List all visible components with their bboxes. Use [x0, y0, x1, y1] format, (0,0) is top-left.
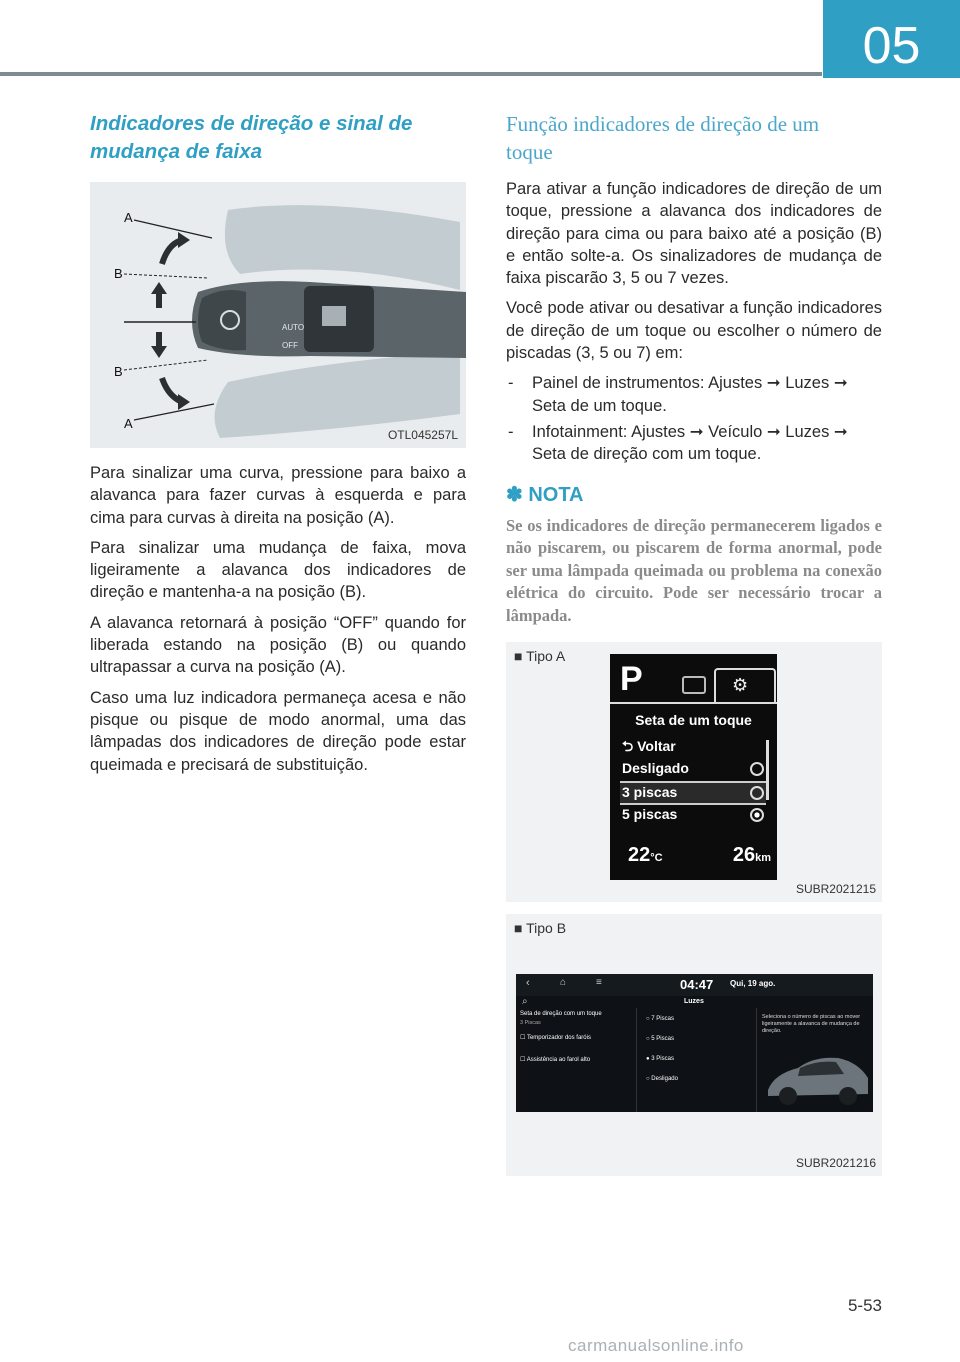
option-selected[interactable]: ● 3 Piscas: [646, 1056, 674, 1062]
menu-item-5[interactable]: 5 piscas: [622, 806, 764, 822]
menu-item-3[interactable]: 3 piscas: [620, 781, 766, 805]
radio-icon: [750, 786, 764, 800]
gear-icon: ⚙: [732, 675, 749, 695]
home-icon[interactable]: ⌂: [560, 977, 567, 988]
paragraph: Para sinalizar uma mudança de faixa, mova ligeiramente a alavanca dos indicadores de direção e mantenha-a na posição (B).: [90, 538, 466, 602]
section-heading-line2: toque: [506, 140, 553, 164]
chapter-number: 05: [862, 17, 921, 75]
label-b-bottom: B: [114, 364, 123, 379]
label-b-top: B: [114, 266, 123, 281]
scrollbar[interactable]: [766, 740, 769, 800]
label-a-top: A: [124, 210, 133, 225]
infotainment-screen: [516, 974, 873, 1112]
back-icon[interactable]: ‹: [526, 977, 530, 989]
radio-selected-icon: [750, 808, 764, 822]
left-column: [90, 110, 466, 784]
right-column: [506, 110, 882, 627]
chapter-tab: [823, 0, 960, 78]
option[interactable]: ○ Desligado: [646, 1076, 678, 1082]
option[interactable]: ○ 7 Piscas: [646, 1016, 674, 1022]
auto-label: AUTO: [282, 323, 305, 332]
type-a-figure: [506, 642, 882, 902]
header-rule: [0, 72, 822, 76]
type-a-label: ■ Tipo A: [514, 648, 566, 664]
search-icon[interactable]: ⌕: [522, 996, 528, 1007]
off-label: OFF: [282, 341, 298, 350]
menu-item-back[interactable]: ⮌ Voltar: [622, 738, 676, 754]
figure-caption: SUBR2021216: [795, 1156, 876, 1170]
watermark: carmanualsonline.info: [568, 1336, 744, 1355]
car-image: [764, 1044, 870, 1108]
paragraph: Para ativar a função indicadores de direção de um toque, pressione a alavanca dos indicadores de direção para cima ou para baixo até a posição (B) e então solte-a. Os sinalizadores de mudança de faixa piscarão 3, 5 ou 7 vezes.: [506, 180, 882, 288]
cluster-screen: [610, 654, 777, 880]
type-b-figure: [506, 914, 882, 1176]
type-b-label: ■ Tipo B: [514, 920, 567, 936]
label-a-bottom: A: [124, 416, 133, 431]
menu-icon[interactable]: ≡: [596, 977, 602, 988]
settings-tab: [714, 668, 776, 704]
section-heading-line2: mudança de faixa: [90, 140, 263, 163]
turn-signal-lever-figure: [90, 182, 466, 448]
help-text: Seleciona o número de piscas ao mover ligeiramente a alavanca de mudança de direção.: [762, 1014, 861, 1034]
paragraph: Para sinalizar uma curva, pressione para baixo a alavanca para fazer curvas à esquerda e para cima para curvas à direita na posição (A).: [90, 464, 466, 527]
screen-title: Seta de um toque: [635, 712, 752, 728]
clock: 04:47: [680, 977, 714, 992]
left-item[interactable]: ☐ Temporizador dos faróis: [520, 1035, 591, 1041]
car-icon: [682, 676, 706, 694]
settings-path-list: [506, 372, 882, 465]
menu-item-off[interactable]: Desligado: [622, 760, 764, 776]
left-sub: 3 Piscas: [520, 1020, 541, 1026]
radio-icon: [750, 762, 764, 776]
list-item: - Infotainment: Ajustes ➞ Veículo ➞ Luzes ➞ Seta de direção com um toque.: [508, 422, 848, 464]
note-body: Se os indicadores de direção permanecerem ligados e não piscarem, ou piscarem de forma anormal, pode ser uma lâmpada queimada ou problema na conexão elétrica do circuito. Pode ser necessário trocar a lâmpada.: [506, 515, 882, 625]
paragraph: A alavanca retornará à posição “OFF” quando for liberada estando na posição (B) ou quando ultrapassar a curva na posição (A).: [90, 613, 466, 677]
paragraph: Caso uma luz indicadora permaneça acesa e não pisque ou pisque de modo anormal, uma das lâmpadas dos indicadores de direção pode estar queimada e precisará de substituição.: [90, 688, 466, 774]
list-item: - Painel de instrumentos: Ajustes ➞ Luzes ➞ Seta de um toque.: [508, 374, 848, 415]
lever-illustration: [90, 182, 466, 448]
section-heading-line1: Indicadores de direção e sinal de: [90, 112, 413, 135]
temperature: 22°C: [628, 844, 663, 866]
page-number: 5-53: [847, 1296, 882, 1315]
figure-caption: SUBR2021215: [795, 882, 876, 896]
option[interactable]: ○ 5 Piscas: [646, 1036, 674, 1042]
section-heading-line1: Função indicadores de direção de um: [506, 112, 820, 136]
paragraph: Você pode ativar ou desativar a função indicadores de direção de um toque ou escolher o número de piscadas (3, 5 ou 7) em:: [506, 299, 882, 363]
left-item[interactable]: ☐ Assistência ao farol alto: [520, 1057, 591, 1063]
gear-indicator: P: [620, 660, 643, 698]
section-heading: [90, 110, 466, 166]
figure-caption: OTL045257L: [387, 428, 458, 442]
note-title: ✽ NOTA: [506, 483, 584, 506]
menu-title: Luzes: [684, 998, 704, 1005]
left-header[interactable]: Seta de direção com um toque: [520, 1011, 602, 1017]
range: 26km: [732, 844, 771, 866]
section-heading: [506, 110, 882, 166]
date: Qui, 19 ago.: [730, 979, 776, 988]
